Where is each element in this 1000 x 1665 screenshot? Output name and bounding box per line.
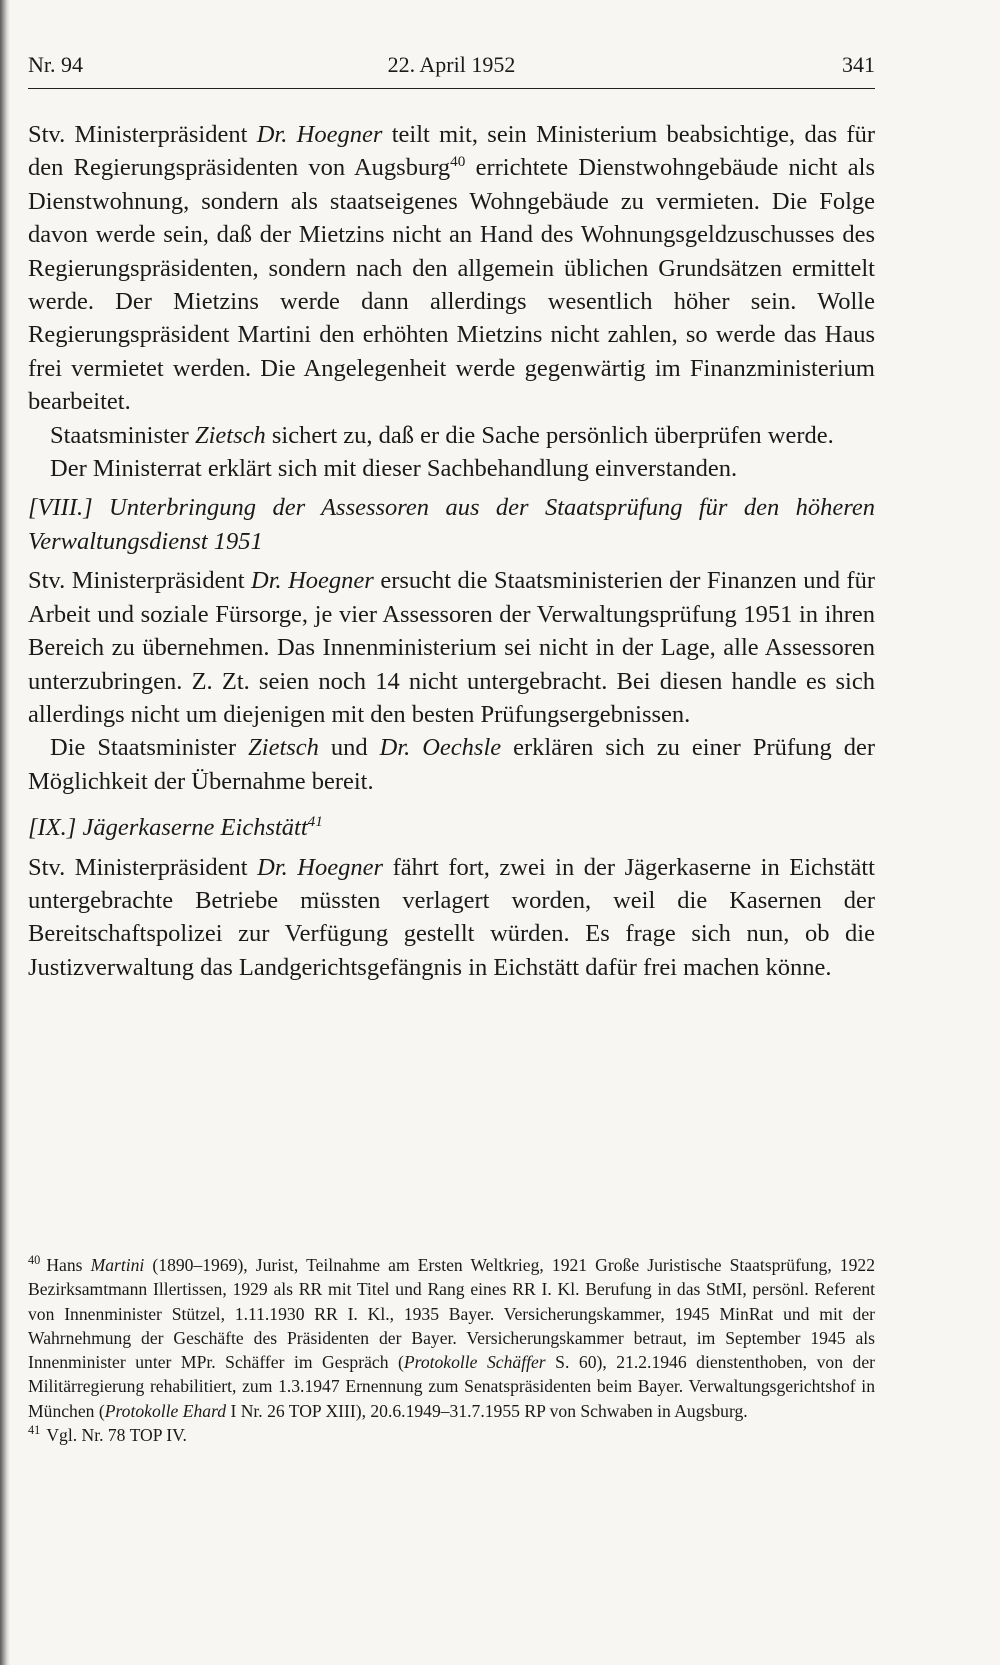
page-edge-shadow: [0, 0, 10, 1665]
paragraph: Stv. Ministerpräsident Dr. Hoegner teilt mit, sein Ministerium beabsichtige, das für den Regierungspräsidenten von Augsburg$^{40}$ errichtete Dienstwohngebäude nicht als Dienstwohnung, sondern als staatseigenes Wohngebäude zu vermieten. Die Folge davon werde sein, daß der Mietzins nicht an Hand des Wohnungsgeldzuschusses des Regierungspräsidenten, sondern nach den allgemein üblichen Grundsätzen ermittelt werde. Der Mietzins werde dann allerdings wesentlich höher sein. Wolle Regierungspräsident Martini den erhöhten Mietzins nicht zahlen, so werde das Haus frei vermietet werden. Die Angelegenheit werde gegenwärtig im Finanzministerium bearbeitet.: [28, 121, 875, 416]
person-name: Dr. Hoegner: [257, 853, 384, 881]
footnote-marker: 40: [450, 153, 466, 171]
person-name: Dr. Oechsle: [379, 734, 502, 762]
section-heading-viii: [28, 491, 875, 558]
main-text: [28, 118, 875, 984]
paragraph: Staatsminister Zietsch sichert zu, daß er die Sache persönlich überprüfen werde.: [50, 421, 834, 449]
person-name: Zietsch: [248, 734, 319, 762]
section-title: Unterbringung der Assessoren aus der Staatsprüfung für den höheren Verwaltungsdienst 1951: [28, 494, 875, 555]
person-name: Martini: [90, 1255, 145, 1275]
footnote-number: 40: [28, 1253, 41, 1268]
footnote-41: $^{41}$ Vgl. Nr. 78 TOP IV.: [28, 1423, 187, 1446]
footnote-marker: 41: [307, 812, 323, 830]
footnote-40: $^{40}$ Hans Martini (1890–1969), Jurist, Teilnahme am Ersten Weltkrieg, 1921 Große Juristische Staatsprüfung, 1922 Bezirksamtmann Illertissen, 1929 als RR mit Titel und Rang eines RR I. Kl. Berufung in das StMI, persönl. Referent von Innenminister Stützel, 1.11.1930 RR I. Kl., 1935 Bayer. Versicherungskammer, 1945 MinRat und mit der Wahrnehmung der Geschäfte des Präsidenten der Bayer. Versicherungskammer betraut, im September 1945 als Innenminister unter MPr. Schäffer im Gespräch (Protokolle Schäffer S. 60), 21.2.1946 dienstenthoben, von der Militärregierung rehabilitiert, zum 1.3.1947 Ernennung zum Senatspräsidenten beim Bayer. Verwaltungsgerichtshof in München (Protokolle Ehard I Nr. 26 TOP XIII), 20.6.1949–31.7.1955 RP von Schwaben in Augsburg.: [28, 1253, 875, 1421]
footnotes: [28, 1253, 875, 1447]
section-heading-ix: [28, 811, 875, 844]
footnote-number: 41: [28, 1423, 41, 1438]
person-name: Dr. Hoegner: [256, 121, 383, 148]
paragraph: Stv. Ministerpräsident Dr. Hoegner ersucht die Staatsministerien der Finanzen und für Arbeit und soziale Fürsorge, je vier Assessoren der Verwaltungsprüfung 1951 in ihren Bereich zu übernehmen. Das Innenministerium sei nicht in der Lage, alle Assessoren unterzubringen. Z. Zt. seien noch 14 nicht untergebracht. Bei diesen handle es sich allerdings nicht um diejenigen mit den besten Prüfungsergebnissen.: [28, 567, 875, 728]
person-name: Dr. Hoegner: [251, 567, 374, 595]
paragraph: Stv. Ministerpräsident Dr. Hoegner fährt fort, zwei in der Jägerkaserne in Eichstätt untergebrachte Betriebe müssten verlagert worden, weil die Kasernen der Bereitschaftspolizei zur Verfügung gestellt würden. Es frage sich nun, ob die Justizverwaltung das Landgerichtsgefängnis in Eichstätt dafür frei machen könne.: [28, 853, 875, 981]
section-number: [IX.]: [28, 814, 77, 842]
person-name: Zietsch: [194, 421, 266, 449]
page-number: 341: [842, 52, 875, 77]
header-rule: [28, 88, 875, 89]
paragraph: Die Staatsminister Zietsch und Dr. Oechsle erklären sich zu einer Prüfung der Möglichkeit der Übernahme bereit.: [28, 734, 876, 795]
source-reference: Protokolle Schäffer: [403, 1352, 546, 1373]
section-number: [VIII.]: [28, 494, 93, 522]
source-reference: Protokolle Ehard: [104, 1400, 227, 1421]
paragraph: Der Ministerrat erklärt sich mit dieser Sachbehandlung einverstanden.: [50, 455, 738, 483]
running-header: [28, 52, 875, 88]
document-number: Nr. 94: [28, 52, 83, 77]
section-title: Jägerkaserne Eichstätt: [76, 814, 308, 842]
header-date: 22. April 1952: [387, 52, 516, 77]
